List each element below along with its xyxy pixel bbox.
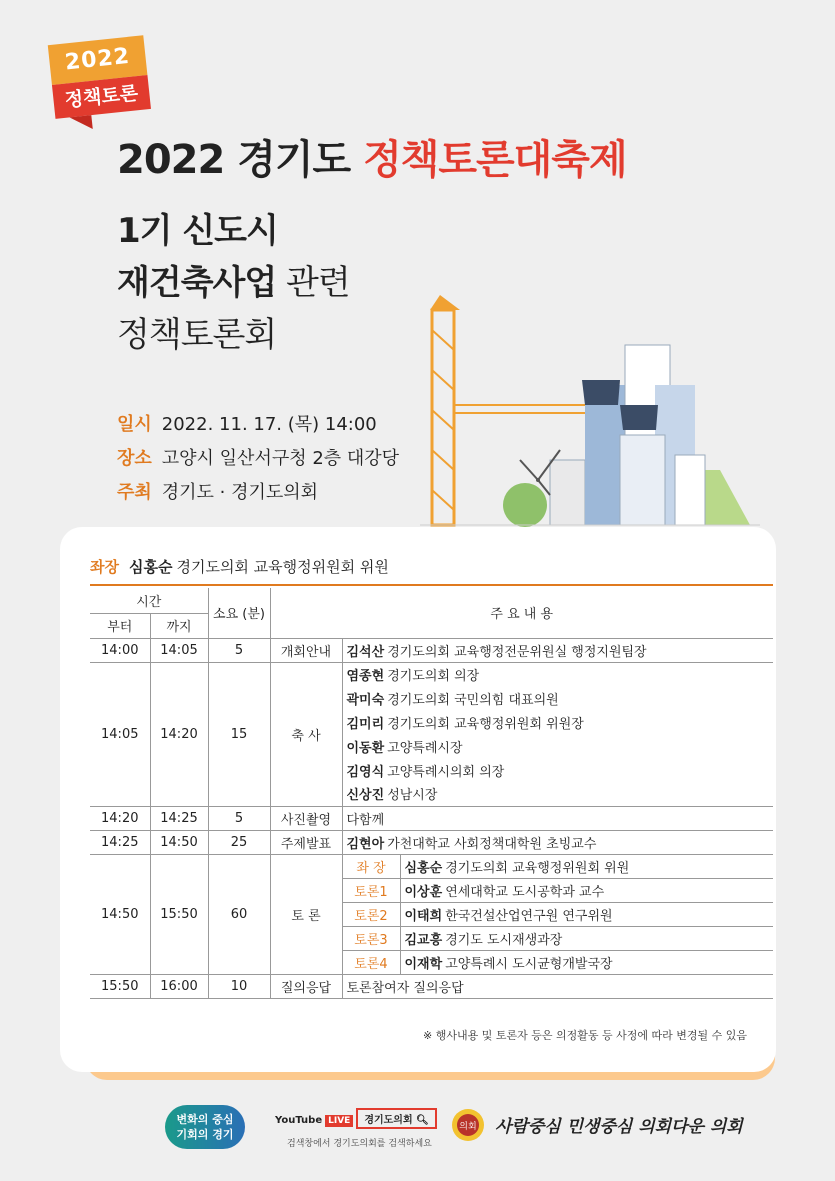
badge-year: 2022: [48, 35, 148, 85]
youtube-search[interactable]: [275, 1108, 437, 1149]
cell-person: [400, 878, 773, 902]
panel-label: 토론4: [342, 950, 400, 974]
youtube-label: YouTube: [275, 1115, 323, 1126]
info-key-place: 장소: [117, 448, 152, 469]
cell-duration: 5: [208, 638, 270, 662]
table-row: [90, 854, 773, 878]
panel-label: 토론3: [342, 926, 400, 950]
cell-person: [342, 974, 773, 998]
event-info: [117, 408, 399, 510]
page-title: [117, 128, 627, 185]
person-name: 김미리: [346, 716, 385, 732]
person-role: 경기도의회 의장: [387, 668, 480, 684]
cell-person: [342, 758, 773, 782]
person-role: 한국건설산업연구원 연구위원: [445, 908, 613, 924]
cell-person: [342, 710, 773, 734]
cell-person: [342, 830, 773, 854]
city-construction-illustration: [420, 290, 760, 540]
person-role: 연세대학교 도시공학과 교수: [445, 884, 605, 900]
cell-to: 14:50: [150, 830, 208, 854]
cell-person: [400, 854, 773, 878]
cell-item: 토 론: [270, 854, 342, 974]
search-icon: 🔍︎: [416, 1115, 429, 1126]
person-name: 이태희: [404, 908, 443, 924]
cell-to: 14:20: [150, 662, 208, 806]
subtitle-line2-bold: 재건축사업: [117, 263, 277, 303]
person-role: 경기도의회 교육행정위원회 위원장: [387, 716, 584, 732]
person-name: 이상훈: [404, 884, 443, 900]
cell-from: 15:50: [90, 974, 150, 998]
cell-to: 16:00: [150, 974, 208, 998]
cell-duration: 5: [208, 806, 270, 830]
table-row: [90, 974, 773, 998]
cell-duration: 60: [208, 854, 270, 974]
info-date: 2022. 11. 17. (목) 14:00: [161, 414, 377, 435]
cell-duration: 15: [208, 662, 270, 806]
cell-from: 14:50: [90, 854, 150, 974]
person-name: 염종현: [346, 668, 385, 684]
search-box[interactable]: 경기도의회 🔍︎: [356, 1108, 437, 1129]
badge-label: 정책토론: [52, 75, 151, 119]
schedule-table: [90, 588, 773, 999]
footer: [0, 1100, 835, 1160]
cell-person: [400, 950, 773, 974]
person-name: 신상진: [346, 788, 385, 804]
cell-person: [342, 638, 773, 662]
person-name: 김현아: [346, 836, 385, 852]
person-name: 이재학: [404, 956, 443, 972]
header-content: 주 요 내 용: [270, 588, 773, 638]
title-black: 2022 경기도: [117, 137, 364, 183]
live-badge: LIVE: [325, 1115, 353, 1127]
table-row: [90, 806, 773, 830]
person-role: 다함께: [346, 812, 385, 828]
subtitle-line3: 정책토론회: [117, 315, 277, 355]
cell-person: [342, 806, 773, 830]
person-name: 김석산: [346, 644, 385, 660]
assembly-seal-icon: [450, 1105, 486, 1145]
slogan: 사람중심 민생중심 의회다운 의회: [495, 1117, 743, 1137]
cell-to: 14:05: [150, 638, 208, 662]
gyeonggi-logo: [165, 1105, 245, 1149]
subtitle: [117, 205, 350, 361]
cell-from: 14:20: [90, 806, 150, 830]
cell-from: 14:00: [90, 638, 150, 662]
logo-line1: 변화의 중심: [176, 1113, 234, 1126]
cell-person: [342, 782, 773, 806]
cell-person: [342, 734, 773, 758]
subtitle-line2-rest: 관련: [276, 263, 350, 303]
person-name: 김교흥: [404, 932, 443, 948]
cell-from: 14:05: [90, 662, 150, 806]
cell-to: 15:50: [150, 854, 208, 974]
person-role: 가천대학교 사회정책대학원 초빙교수: [387, 836, 597, 852]
event-badge: [48, 35, 152, 131]
person-name: 심홍순: [404, 860, 443, 876]
header-duration: 소요 (분): [208, 588, 270, 638]
subtitle-line1: 1기 신도시: [117, 211, 278, 251]
person-role: 고양특례시장: [387, 740, 463, 756]
cell-person: [342, 662, 773, 686]
person-name: 이동환: [346, 740, 385, 756]
cell-item: 주제발표: [270, 830, 342, 854]
cell-item: 질의응답: [270, 974, 342, 998]
person-role: 경기도의회 교육행정위원회 위원: [445, 860, 630, 876]
title-red: 정책토론대축제: [363, 137, 627, 183]
info-host: 경기도 · 경기도의회: [161, 482, 319, 503]
person-role: 고양특례시의회 의장: [387, 764, 505, 780]
logo-line2: 기회의 경기: [176, 1128, 234, 1141]
person-role: 고양특례시 도시균형개발국장: [445, 956, 613, 972]
person-name: 김영식: [346, 764, 385, 780]
person-role: 경기도의회 국민의힘 대표의원: [387, 692, 559, 708]
person-role: 경기도의회 교육행정전문위원실 행정지원팀장: [387, 644, 647, 660]
info-key-date: 일시: [117, 414, 152, 435]
cell-to: 14:25: [150, 806, 208, 830]
search-hint: 검색창에서 경기도의회를 검색하세요: [287, 1139, 432, 1149]
cell-duration: 10: [208, 974, 270, 998]
chair-role: 경기도의회 교육행정위원회 위원: [176, 558, 389, 576]
chair-name: 심홍순: [128, 558, 173, 576]
person-role: 토론참여자 질의응답: [346, 980, 464, 996]
person-name: 곽미숙: [346, 692, 385, 708]
chairperson: [90, 556, 389, 577]
cell-person: [400, 926, 773, 950]
table-row: [90, 638, 773, 662]
cell-from: 14:25: [90, 830, 150, 854]
divider: [90, 584, 773, 586]
table-row: [90, 830, 773, 854]
info-key-host: 주최: [117, 482, 152, 503]
person-role: 경기도 도시재생과장: [445, 932, 563, 948]
cell-person: [342, 686, 773, 710]
info-place: 고양시 일산서구청 2층 대강당: [161, 448, 400, 469]
seal-label: 의회: [459, 1122, 477, 1132]
chair-key: 좌장: [90, 558, 119, 576]
header-from: 부터: [90, 613, 150, 638]
table-row: [90, 662, 773, 686]
header-time: 시간: [90, 588, 208, 613]
cell-duration: 25: [208, 830, 270, 854]
cell-item: 개회안내: [270, 638, 342, 662]
cell-person: [400, 902, 773, 926]
panel-label: 토론1: [342, 878, 400, 902]
cell-item: 사진촬영: [270, 806, 342, 830]
header-to: 까지: [150, 613, 208, 638]
person-role: 성남시장: [387, 788, 438, 804]
cell-item: 축 사: [270, 662, 342, 806]
panel-label: 토론2: [342, 902, 400, 926]
panel-label: 좌 장: [342, 854, 400, 878]
notice: ※ 행사내용 및 토론자 등은 의정활동 등 사정에 따라 변경될 수 있음: [423, 1029, 747, 1042]
